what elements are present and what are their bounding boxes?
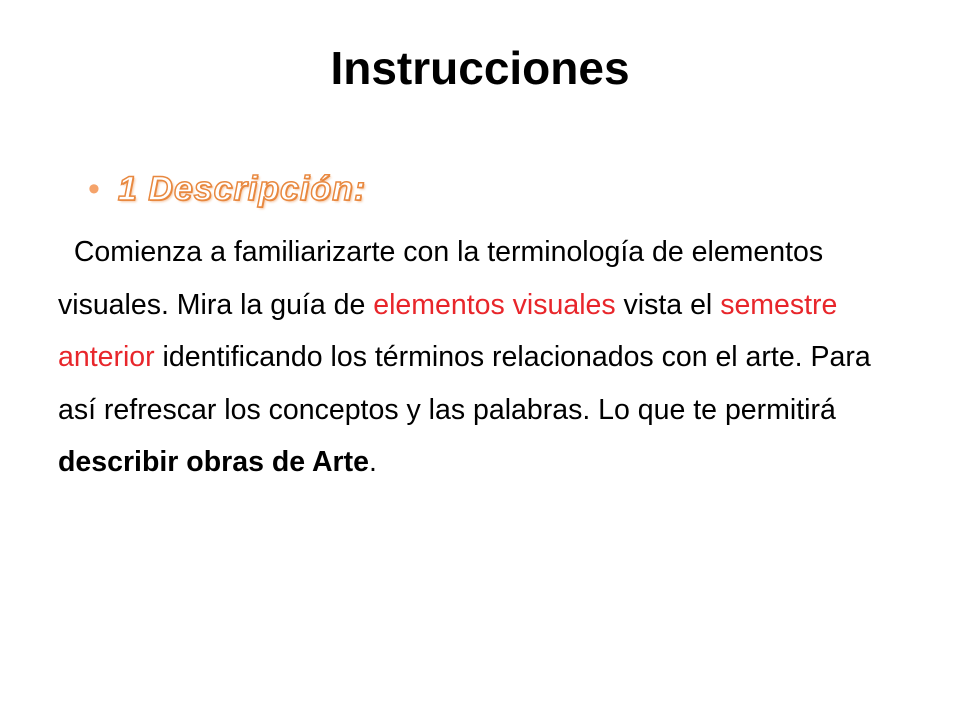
- bullet-item: [88, 164, 366, 214]
- bold-describir-obras: describir obras de Arte: [58, 446, 369, 478]
- paragraph-text-1: Comienza a familiarizarte con la terminología de elementos visuales. Mira la guía de: [58, 236, 824, 321]
- slide-title: Instrucciones: [330, 42, 630, 94]
- highlight-semestre-anterior: semestre anterior: [58, 288, 838, 373]
- section-heading: 1 Descripción:: [117, 170, 367, 208]
- instruction-paragraph: [58, 226, 878, 489]
- paragraph-text-3: identificando los términos relacionados con el arte. Para así refrescar los conceptos y las palabras. Lo que te permitirá: [58, 341, 879, 426]
- paragraph-indent: [58, 236, 74, 268]
- highlight-elementos-visuales: elementos visuales: [373, 288, 616, 321]
- paragraph-text-2: vista el: [615, 288, 721, 321]
- bullet-dot-icon: •: [88, 170, 100, 208]
- paragraph-period: .: [368, 446, 377, 478]
